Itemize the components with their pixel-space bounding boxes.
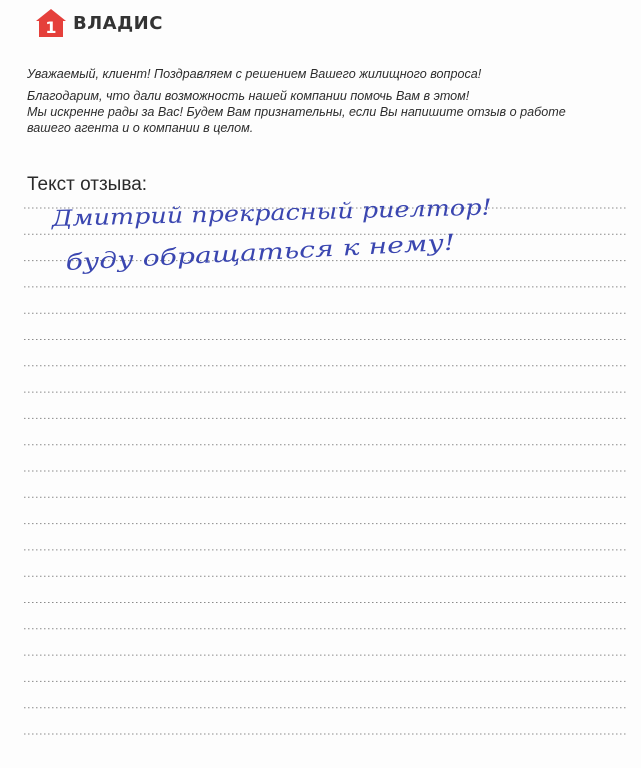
handwritten-line-2: буду обращаться к нему! xyxy=(65,235,370,276)
thanks-line: Благодарим, что дали возможность нашей компании помочь Вам в этом! xyxy=(27,89,470,103)
brand-name: ВЛАДИС xyxy=(73,12,163,34)
greeting-line: Уважаемый, клиент! Поздравляем с решением Вашего жилищного вопроса! xyxy=(27,67,482,81)
dotted-rules xyxy=(24,208,628,734)
request-line-cont: вашего агента и о компании в целом. xyxy=(27,121,254,135)
logo-digit: 1 xyxy=(45,18,57,37)
review-heading: Текст отзыва: xyxy=(27,174,148,195)
handwritten-line-1: Дмитрий прекрасный риелтор! xyxy=(51,197,433,232)
request-line: Мы искренне рады за Вас! Будем Вам признательны, если Вы напишите отзыв о работе xyxy=(27,105,566,119)
